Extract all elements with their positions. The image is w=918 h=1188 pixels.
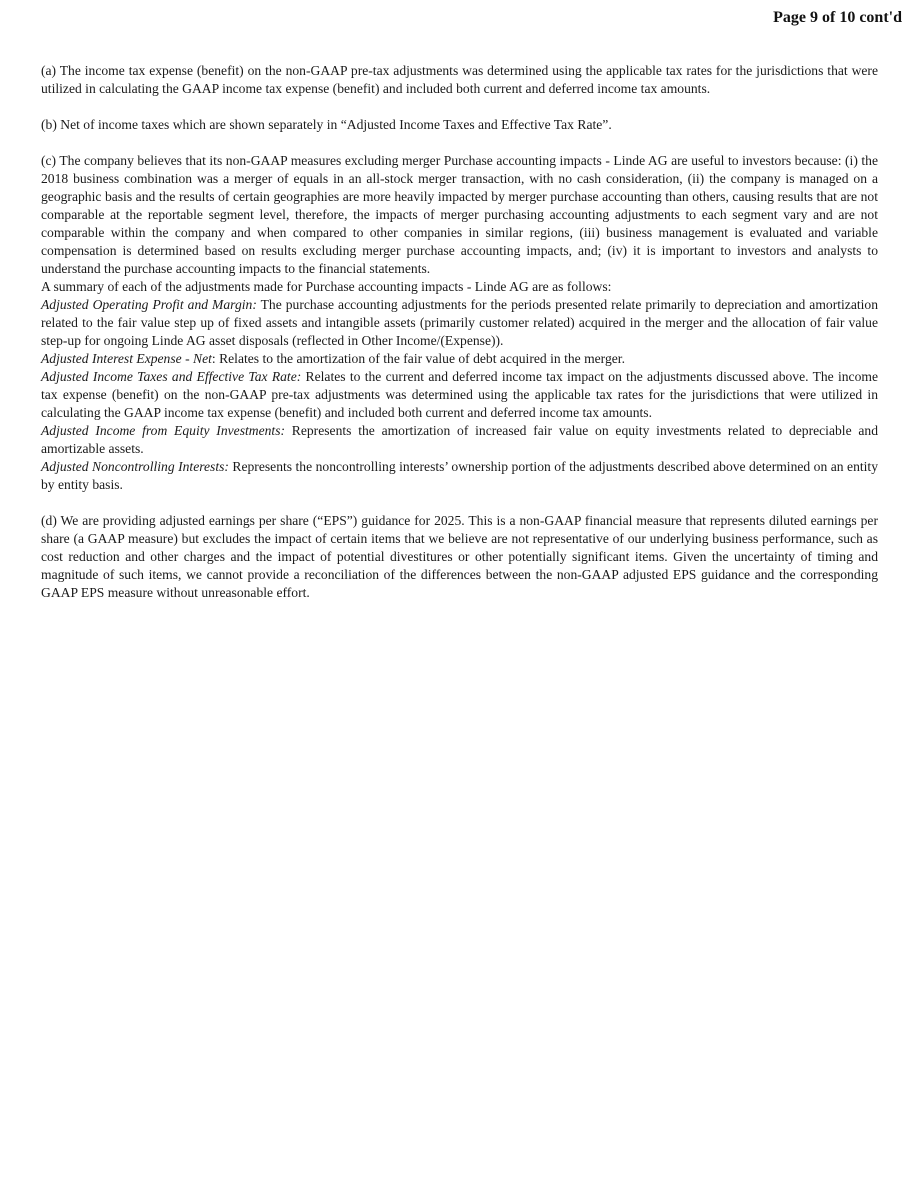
adjustment-label: Adjusted Operating Profit and Margin:	[41, 297, 257, 312]
adjustment-text: Represents the amortization of increased fair value on equity investments related to depreciable and amortizable assets.	[41, 423, 879, 456]
adjustment-label: Adjusted Income Taxes and Effective Tax Rate:	[41, 369, 302, 384]
adjustment-label: Adjusted Noncontrolling Interests:	[41, 459, 229, 474]
adjustment-noncontrolling-interests	[41, 458, 878, 494]
footnote-d: (d) We are providing adjusted earnings per share (“EPS”) guidance for 2025. This is a non-GAAP financial measure that represents diluted earnings per share (a GAAP measure) but excludes the impact of certain items that we believe are not representative of our underlying business performance, such as cost reduction and other charges and the impact of potential divestitures or other potentially significant items. Given the uncertainty of timing and magnitude of such items, we cannot provide a reconciliation of the differences between the non-GAAP adjusted EPS guidance and the corresponding GAAP EPS measure without unreasonable effort.	[41, 513, 878, 600]
adjustment-operating-profit	[41, 296, 878, 350]
adjustment-interest-expense	[41, 350, 878, 368]
footnote-c-summary: A summary of each of the adjustments made for Purchase accounting impacts - Linde AG are as follows:	[41, 279, 612, 294]
spacer	[41, 494, 878, 512]
footnotes-section	[41, 62, 878, 602]
adjustment-equity-investments	[41, 422, 878, 458]
spacer	[41, 98, 878, 116]
adjustment-text: Represents the noncontrolling interests’ ownership portion of the adjustments described above determined on an entity by entity basis.	[41, 459, 879, 492]
page-number-header: Page 9 of 10 cont'd	[773, 9, 902, 26]
adjustment-income-taxes	[41, 368, 878, 422]
adjustment-label: Adjusted Interest Expense - Net	[41, 351, 212, 366]
adjustment-text: The purchase accounting adjustments for the periods presented relate primarily to depreciation and amortization related to the fair value step up of fixed assets and intangible assets (primarily customer related) acquired in the merger and the allocation of fair value step-up for ongoing Linde AG asset disposals (reflected in Other Income/(Expense)).	[41, 297, 878, 348]
footnote-b: (b) Net of income taxes which are shown separately in “Adjusted Income Taxes and Effective Tax Rate”.	[41, 117, 612, 132]
spacer	[41, 134, 878, 152]
adjustment-text: Relates to the current and deferred income tax impact on the adjustments discussed above. The income tax expense (benefit) on the non-GAAP pre-tax adjustments was determined using the applicable tax rates for the jurisdictions that were utilized in calculating the GAAP income tax expense (benefit) and included both current and deferred income tax amounts.	[41, 369, 878, 420]
footnote-a: (a) The income tax expense (benefit) on the non-GAAP pre-tax adjustments was determined using the applicable tax rates for the jurisdictions that were utilized in calculating the GAAP income tax expense (benefit) and included both current and deferred income tax amounts.	[41, 63, 878, 96]
adjustment-text: : Relates to the amortization of the fair value of debt acquired in the merger.	[211, 351, 625, 366]
adjustment-label: Adjusted Income from Equity Investments:	[41, 423, 286, 438]
footnote-c: (c) The company believes that its non-GAAP measures excluding merger Purchase accounting impacts - Linde AG are useful to investors because: (i) the 2018 business combination was a merger of equals in an all-stock merger transaction, with no cash consideration, (ii) the company is managed on a geographic basis and the results of certain geographies are more heavily impacted by merger purchase accounting than others, causing results that are not comparable at the reportable segment level, therefore, the impacts of merger purchasing accounting adjustments to each segment vary and are not comparable within the company and when compared to other companies in similar regions, (iii) business management is evaluated and variable compensation is determined based on results excluding merger purchase accounting impacts, and; (iv) it is important to investors and analysts to understand the purchase accounting impacts to the financial statements.	[41, 153, 878, 276]
